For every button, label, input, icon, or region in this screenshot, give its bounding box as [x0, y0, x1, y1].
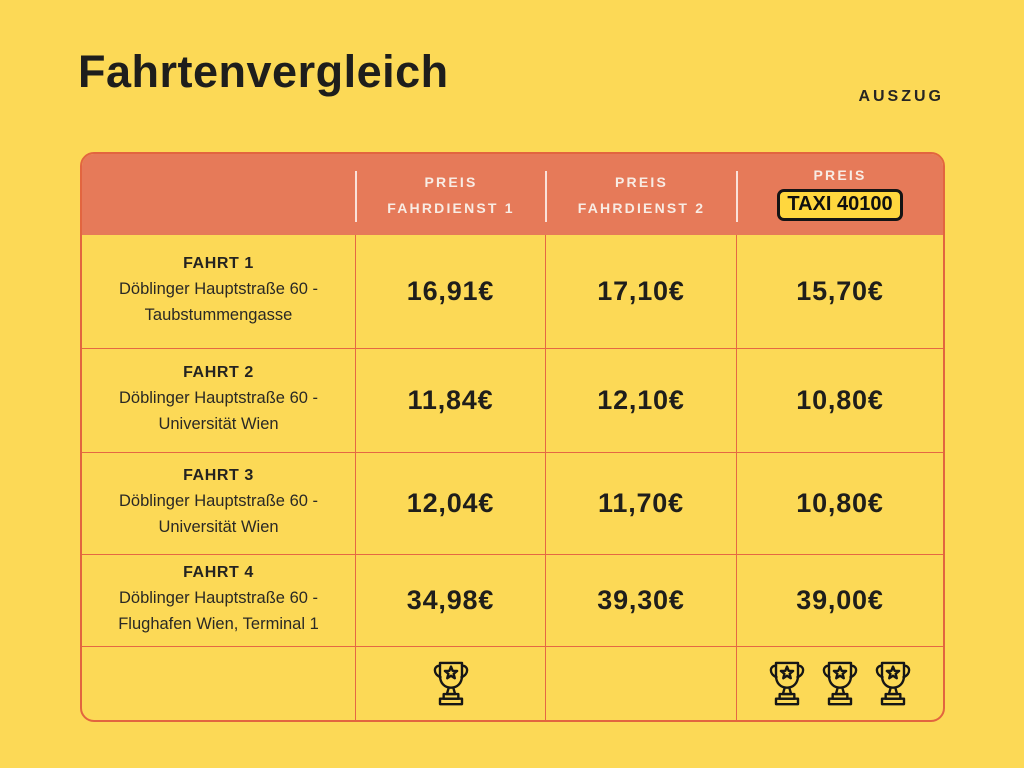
page-title: Fahrtenvergleich [78, 46, 449, 97]
price-cell-fahrdienst2 [546, 555, 737, 647]
summary-empty-cell [82, 647, 356, 720]
trophy-cell-fahrdienst2 [546, 647, 737, 720]
ride-label: FAHRT 4 [183, 563, 254, 581]
price-value: 11,84€ [407, 385, 494, 415]
price-cell-fahrdienst1 [356, 349, 546, 453]
trophy-icon [765, 658, 809, 710]
price-cell-fahrdienst2 [546, 235, 737, 349]
price-value: 12,04€ [406, 488, 495, 518]
header-cell-route [82, 154, 356, 235]
price-cell-fahrdienst1 [356, 555, 546, 647]
ride-route: Döblinger Hauptstraße 60 - Universität Wien [118, 491, 318, 536]
price-value: 39,00€ [796, 585, 884, 615]
price-cell-fahrdienst2 [546, 349, 737, 453]
trophy-cell-taxi40100 [737, 647, 943, 720]
header-preis-label: PREIS [424, 173, 478, 190]
comparison-table [80, 152, 945, 722]
trophy-icon [429, 658, 473, 710]
trophy-icon [871, 658, 915, 710]
route-cell [82, 555, 356, 647]
route-cell [82, 349, 356, 453]
price-cell-fahrdienst1 [356, 453, 546, 555]
header-cell-fahrdienst2 [546, 154, 737, 235]
header-preis-label: PREIS [813, 167, 867, 183]
price-cell-taxi40100 [737, 349, 943, 453]
ride-label: FAHRT 1 [183, 254, 254, 272]
excerpt-badge: AUSZUG [858, 88, 944, 105]
price-value: 10,80€ [796, 488, 884, 518]
header-cell-taxi40100 [737, 154, 943, 235]
header-cell-fahrdienst1 [356, 154, 546, 235]
header-preis-label: PREIS [614, 173, 668, 190]
price-value: 11,70€ [598, 488, 684, 518]
price-cell-taxi40100 [737, 555, 943, 647]
trophy-icon [818, 658, 862, 710]
ride-label: FAHRT 3 [183, 466, 254, 484]
ride-label: FAHRT 2 [183, 363, 254, 381]
price-value: 34,98€ [406, 585, 495, 615]
price-cell-fahrdienst1 [356, 235, 546, 349]
price-value: 10,80€ [796, 385, 884, 415]
header-fahrdienst2-label: FAHRDIENST 2 [577, 199, 706, 216]
price-value: 15,70€ [796, 276, 884, 306]
trophy-cell-fahrdienst1 [356, 647, 546, 720]
price-value: 12,10€ [597, 385, 685, 415]
header-fahrdienst1-label: FAHRDIENST 1 [387, 199, 515, 216]
taxi-40100-logo: TAXI 40100 [777, 189, 902, 221]
price-value: 16,91€ [406, 276, 495, 306]
ride-route: Döblinger Hauptstraße 60 - Flughafen Wien, Terminal 1 [118, 588, 319, 633]
price-cell-taxi40100 [737, 453, 943, 555]
price-cell-taxi40100 [737, 235, 943, 349]
route-cell [82, 235, 356, 349]
price-value: 39,30€ [597, 585, 685, 615]
ride-route: Döblinger Hauptstraße 60 - Taubstummengasse [118, 279, 318, 324]
price-cell-fahrdienst2 [546, 453, 737, 555]
price-value: 17,10€ [597, 276, 685, 306]
ride-route: Döblinger Hauptstraße 60 - Universität Wien [118, 388, 318, 433]
route-cell [82, 453, 356, 555]
